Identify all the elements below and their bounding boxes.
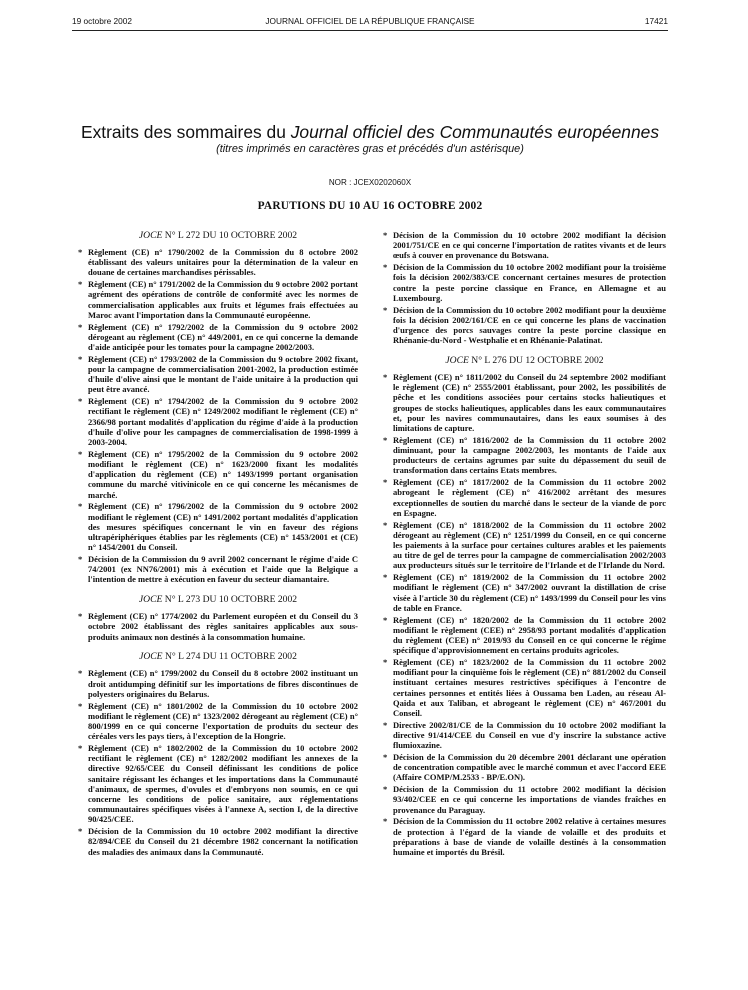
section-heading: JOCE N° L 274 DU 11 OCTOBRE 2002: [139, 651, 297, 663]
entry-item: * Directive 2002/81/CE de la Commission du 10 octobre 2002 modifiant la directive 91/414/CEE du Conseil en vue d'y inscrire la substance active flumioxazine.: [383, 720, 666, 751]
entry-list: [383, 372, 666, 857]
section-heading: JOCE N° L 272 DU 10 OCTOBRE 2002: [138, 230, 298, 241]
entry-item: * Décision de la Commission du 9 avril 2002 concernant le régime d'aide C 74/2001 (ex NN76/2001) mis à exécution et l'aide que la Belgique a l'intention de mettre à exécution en faveur du secteur diamantaire.: [78, 554, 358, 585]
entry-item: * Règlement (CE) n° 1802/2002 de la Commission du 10 octobre 2002 rectifiant le règlement (CE) n° 1282/2002 modifiant les annexes de la directive 92/65/CEE du Conseil définissant les conditions de police sanitaire régissant les échanges et les importations dans la Communauté d'animaux, de spermes, d'ovules et d'embryons non soumis, en ce qui concerne les conditions de police sanitaire, aux réglementations communautaires spécifiques visées à l'annexe A, section I, de la directive 90/425/CEE.: [78, 743, 358, 825]
entry-item: * Règlement (CE) n° 1799/2002 du Conseil du 8 octobre 2002 instituant un droit antidumping définitif sur les importations de fibres discontinues de polyesters originaires du Belarus.: [78, 668, 358, 699]
entry-item: * Règlement (CE) n° 1794/2002 de la Commission du 9 octobre 2002 rectifiant le règlement (CE) n° 1249/2002 modifiant le règlement (CE) n° 2366/98 portant modalités d'application du régime d'aide à la production d'huile d'olive pour les campagnes de commercialisation de 1998-1999 à 2003-2004.: [78, 396, 358, 447]
entry-item: * Règlement (CE) n° 1820/2002 de la Commission du 11 octobre 2002 modifiant le règlement (CEE) n° 2958/93 portant modalités d'application du règlement (CEE) n° 2019/93 du Conseil en ce qui concerne le régime spécifique d'approvisionnement en certains produits agricoles.: [383, 615, 666, 656]
page-title: [60, 122, 680, 143]
parutions-heading: PARUTIONS DU 10 AU 16 OCTOBRE 2002: [257, 200, 483, 212]
title-journal: Journal officiel des Communautés européennes: [290, 122, 660, 142]
entry-item: * Décision de la Commission du 10 octobre 2002 modifiant pour la deuxième fois la décision 2002/161/CE en ce qui concerne les plans de vaccination d'urgence des porcs sauvages contre la peste porcine classique en Rhénanie-du-Nord - Westphalie et en Rhénanie-Palatinat.: [383, 305, 666, 346]
entry-item: * Règlement (CE) n° 1819/2002 de la Commission du 11 octobre 2002 modifiant le règlement (CE) n° 347/2002 ouvrant la distillation de crise visée à l'article 30 du règlement (CE) n° 1493/1999 du Conseil pour les vins de table en France.: [383, 572, 666, 613]
entry-item: * Règlement (CE) n° 1774/2002 du Parlement européen et du Conseil du 3 octobre 2002 établissant des règles sanitaires applicables aux sous-produits animaux non destinés à la consommation humaine.: [78, 611, 358, 642]
entry-item: * Règlement (CE) n° 1817/2002 de la Commission du 11 octobre 2002 abrogeant le règlement (CE) n° 416/2002 arrêtant des mesures exceptionnelles de soutien du marché dans le secteur de la viande de porc en Espagne.: [383, 477, 666, 518]
entry-item: * Décision de la Commission du 11 octobre 2002 relative à certaines mesures de protection à l'égard de la viande de volaille et des produits et préparations à base de viande de volaille destinés à la consommation humaine et importés du Brésil.: [383, 816, 666, 857]
entry-list: [78, 668, 358, 856]
header-date: 19 octobre 2002: [72, 16, 132, 26]
entry-item: * Décision de la Commission du 10 octobre 2002 modifiant la décision 2001/751/CE en ce qui concerne l'importation de ratites vivants et de leurs œufs à couver en provenance du Botswana.: [383, 230, 666, 261]
entry-list: [78, 611, 358, 642]
header-page-number: 17421: [644, 16, 668, 26]
entry-item: * Règlement (CE) n° 1823/2002 de la Commission du 11 octobre 2002 modifiant pour la cinquième fois le règlement (CE) n° 881/2002 du Conseil instituant certaines mesures restrictives spécifiques à l'encontre de certaines personnes et entités liées à Oussama ben Laden, au réseau Al-Qaida et aux Taliban, et abrogeant le règlement (CE) n° 467/2001 du Conseil.: [383, 657, 666, 718]
header-rule: [72, 30, 668, 31]
entry-item: * Décision de la Commission du 11 octobre 2002 modifiant la décision 93/402/CEE en ce qui concerne les importations de viandes fraîches en provenance du Paraguay.: [383, 784, 666, 815]
entry-item: * Décision de la Commission du 20 décembre 2001 déclarant une opération de concentration compatible avec le marché commun et avec l'accord EEE (Affaire COMP/M.2533 - BP/E.ON).: [383, 752, 666, 783]
entry-item: * Décision de la Commission du 10 octobre 2002 modifiant la directive 82/894/CEE du Conseil du 21 décembre 1982 concernant la notification des maladies des animaux dans la Communauté.: [78, 826, 358, 857]
entry-item: * Règlement (CE) n° 1791/2002 de la Commission du 9 octobre 2002 portant agrément des opérations de contrôle de conformité avec les normes de commercialisation applicables aux fruits et légumes frais effectuées au Maroc avant l'importation dans la Communauté européenne.: [78, 279, 358, 320]
title-prefix: Extraits des sommaires du: [80, 122, 291, 142]
left-column: [78, 230, 358, 858]
entry-item: * Règlement (CE) n° 1790/2002 de la Commission du 8 octobre 2002 établissant des valeurs unitaires pour la détermination de la valeur en douane de certaines marchandises périssables.: [78, 247, 358, 278]
entry-list: [78, 247, 358, 585]
nor-reference: NOR : JCEX0202060X: [328, 178, 412, 187]
entry-item: * Règlement (CE) n° 1816/2002 de la Commission du 11 octobre 2002 diminuant, pour la campagne 2002/2003, les montants de l'aide aux producteurs de certains agrumes par suite du dépassement du seuil de transformation dans certains Etats membres.: [383, 435, 666, 476]
page-subtitle: (titres imprimés en caractères gras et précédés d'un astérisque): [216, 143, 524, 155]
entry-item: * Décision de la Commission du 10 octobre 2002 modifiant pour la troisième fois la décision 2002/383/CE concernant certaines mesures de protection contre la peste porcine classique en France, en Allemagne et au Luxembourg.: [383, 262, 666, 303]
entry-item: * Règlement (CE) n° 1793/2002 de la Commission du 9 octobre 2002 fixant, pour la campagne de commercialisation 2001-2002, la production estimée d'huile d'olive ainsi que le montant de l'aide unitaire à la production qui peut être avancé.: [78, 354, 358, 395]
header-journal-name: JOURNAL OFFICIEL DE LA RÉPUBLIQUE FRANÇAISE: [265, 16, 475, 26]
entry-item: * Règlement (CE) n° 1801/2002 de la Commission du 10 octobre 2002 modifiant le règlement (CE) n° 1323/2002 dérogeant au règlement (CE) n° 800/1999 en ce qui concerne l'exportation de produits du secteur des céréales vers les pays tiers, à l'exception de la Hongrie.: [78, 701, 358, 742]
section-heading: JOCE N° L 273 DU 10 OCTOBRE 2002: [138, 594, 298, 606]
running-header: [72, 16, 668, 30]
entry-item: * Règlement (CE) n° 1792/2002 de la Commission du 9 octobre 2002 dérogeant au règlement (CE) n° 449/2001, en ce qui concerne la demande d'aide anticipée pour les tomates pour la campagne 2002/2003.: [78, 322, 358, 353]
right-column: [383, 230, 666, 859]
entry-item: * Règlement (CE) n° 1796/2002 de la Commission du 9 octobre 2002 modifiant le règlement (CE) n° 1491/2002 portant modalités d'application des mesures spécifiques concernant le vin en faveur des régions ultrapériphériques établies par les règlements (CE) n° 1453/2001 et (CE) n° 1454/2001 du Conseil.: [78, 501, 358, 552]
entry-item: * Règlement (CE) n° 1795/2002 de la Commission du 9 octobre 2002 modifiant le règlement (CE) n° 1623/2000 fixant les modalités d'application du règlement (CE) n° 1493/1999 portant organisation commune du marché vitivinicole en ce qui concerne les mécanismes de marché.: [78, 449, 358, 500]
entry-item: * Règlement (CE) n° 1811/2002 du Conseil du 24 septembre 2002 modifiant le règlement (CE) n° 2555/2001 établissant, pour 2002, les possibilités de pêche et les conditions associées pour certains stocks halieutiques et groupes de stocks halieutiques, applicables dans les eaux communautaires et, pour les navires communautaires, dans les eaux soumises à des limitations de capture.: [383, 372, 666, 433]
entry-item: * Règlement (CE) n° 1818/2002 de la Commission du 11 octobre 2002 dérogeant au règlement (CE) n° 1251/1999 du Conseil, en ce qui concerne les paiements à la surface pour certaines cultures arables et les paiements au titre de gel de terres pour la campagne de commercialisation 2002/2003 aux producteurs situés sur le territoire de l'Irlande et de l'Irlande du Nord.: [383, 520, 666, 571]
entry-list: [383, 230, 666, 345]
section-heading: JOCE N° L 276 DU 12 OCTOBRE 2002: [445, 355, 604, 367]
